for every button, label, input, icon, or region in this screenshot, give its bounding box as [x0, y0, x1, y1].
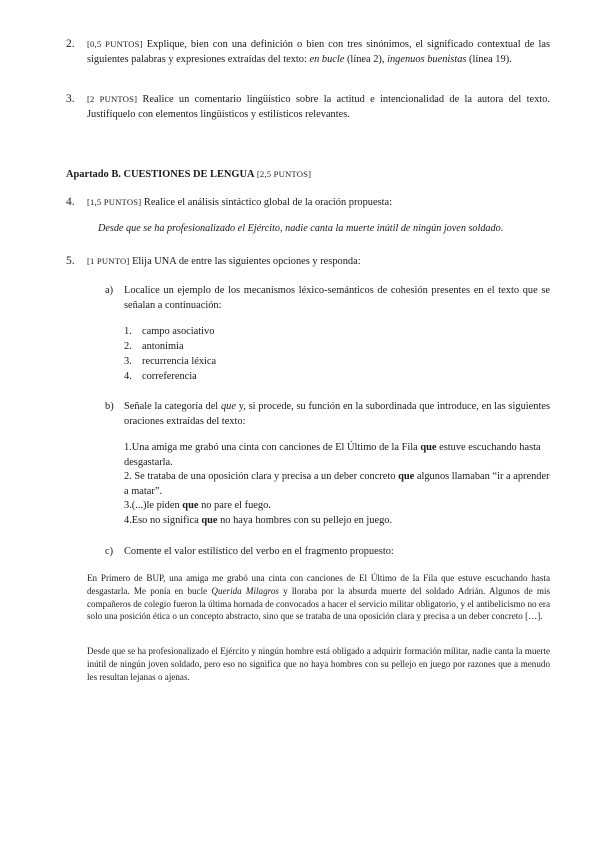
option-c-text: Comente el valor estilístico del verbo en el fragmento propuesto: — [124, 546, 394, 557]
question-3-number: 3. — [66, 93, 75, 105]
question-3 — [66, 92, 550, 122]
sentence-2: 2. Se trataba de una oposición clara y precisa a un deber concreto que algunos llamaban “ir a aprender a matar”. — [124, 471, 550, 497]
list-item: 3. recurrencia léxica — [124, 356, 217, 367]
option-b-text: Señale la categoría del que y, si procede, su función en la subordinada que introduce, en las siguientes oraciones extraídas del texto: — [124, 401, 550, 427]
question-4-points: [1,5 PUNTOS] — [87, 197, 142, 207]
term-ingenuos-buenistas: ingenuos buenistas — [387, 53, 467, 65]
fragment-paragraph-1: En Primero de BUP, una amiga me grabó una cinta con canciones de El Último de la Fila que estuve escuchando hasta desgastarla. Me ponía en bucle Querida Milagros y lloraba por la absurda muerte del soldado Adrián. Algunos de mis compañeros de colegio fueron la última hornada de convocados a hacer el servicio militar obligatorio, y el antibelicismo no era solo una posición ética o un concepto abstracto, sino que se trataba de una oposición clara y precisa a un deber concreto […]. — [87, 573, 551, 622]
question-2-points: [0,5 PUNTOS] — [87, 39, 143, 49]
song-title: Querida Milagros — [211, 585, 279, 596]
section-b-title: Apartado B. CUESTIONES DE LENGUA [2,5 PUNTOS] — [66, 169, 312, 180]
question-4-number: 4. — [66, 196, 75, 208]
cohesion-mechanisms-list — [124, 325, 216, 385]
question-4-text: [1,5 PUNTOS] Realice el análisis sintáctico global de la oración propuesta: — [87, 197, 393, 208]
option-b-letter: b) — [105, 401, 114, 412]
question-2 — [66, 37, 550, 67]
list-item: 1. campo asociativo — [124, 326, 215, 337]
list-item: 4. correferencia — [124, 371, 197, 382]
option-c-letter: c) — [105, 546, 114, 557]
option-a-letter: a) — [105, 285, 114, 296]
question-4-example-sentence: Desde que se ha profesionalizado el Ejército, nadie canta la muerte inútil de ningún joven soldado. — [98, 223, 504, 234]
sentence-4: 4.Eso no significa que no haya hombres con su pellejo en juego. — [124, 514, 393, 526]
sentence-3: 3.(...)le piden que no pare el fuego. — [124, 500, 271, 512]
question-2-text: [0,5 PUNTOS] Explique, bien con una definición o bien con tres sinónimos, el significado contextual de las siguientes palabras y expresiones extraídas del texto: en bucle (línea 2), ingenuos buenistas (línea 19). — [87, 39, 550, 65]
question-5 — [66, 254, 550, 270]
que-sentences — [124, 441, 550, 529]
question-3-text: [2 PUNTOS] Realice un comentario lingüístico sobre la actitud e intencionalidad de la autora del texto. Justifíquelo con elementos lingüísticos y estilísticos relevantes. — [87, 94, 550, 120]
list-item: 2. antonimia — [124, 341, 184, 352]
section-b-points: [2,5 PUNTOS] — [254, 169, 312, 179]
question-4 — [66, 195, 550, 211]
question-5-text: [1 PUNTO] Elija UNA de entre las siguientes opciones y responda: — [87, 256, 361, 267]
question-5-number: 5. — [66, 255, 75, 267]
option-a-text: Localice un ejemplo de los mecanismos léxico-semánticos de cohesión presentes en el texto que se señalan a continuación: — [124, 285, 550, 311]
question-5-points: [1 PUNTO] — [87, 256, 130, 266]
option-a — [105, 284, 550, 313]
question-3-points: [2 PUNTOS] — [87, 94, 138, 104]
option-b — [105, 400, 550, 429]
sentence-1: 1.Una amiga me grabó una cinta con canciones de El Último de la Fila que estuve escuchando hasta desgastarla. — [124, 442, 541, 468]
question-2-number: 2. — [66, 38, 75, 50]
term-en-bucle: en bucle — [309, 53, 345, 65]
fragment-paragraph-2: Desde que se ha profesionalizado el Ejército y ningún hombre está obligado a adquirir formación militar, nadie canta la muerte inútil de ningún joven soldado, pero eso no significa que no haya hombres con su pellejo en juego por razones que a menudo les resultan lejanas o ajenas. — [87, 646, 550, 682]
option-c — [105, 545, 550, 560]
term-que: que — [220, 401, 236, 412]
